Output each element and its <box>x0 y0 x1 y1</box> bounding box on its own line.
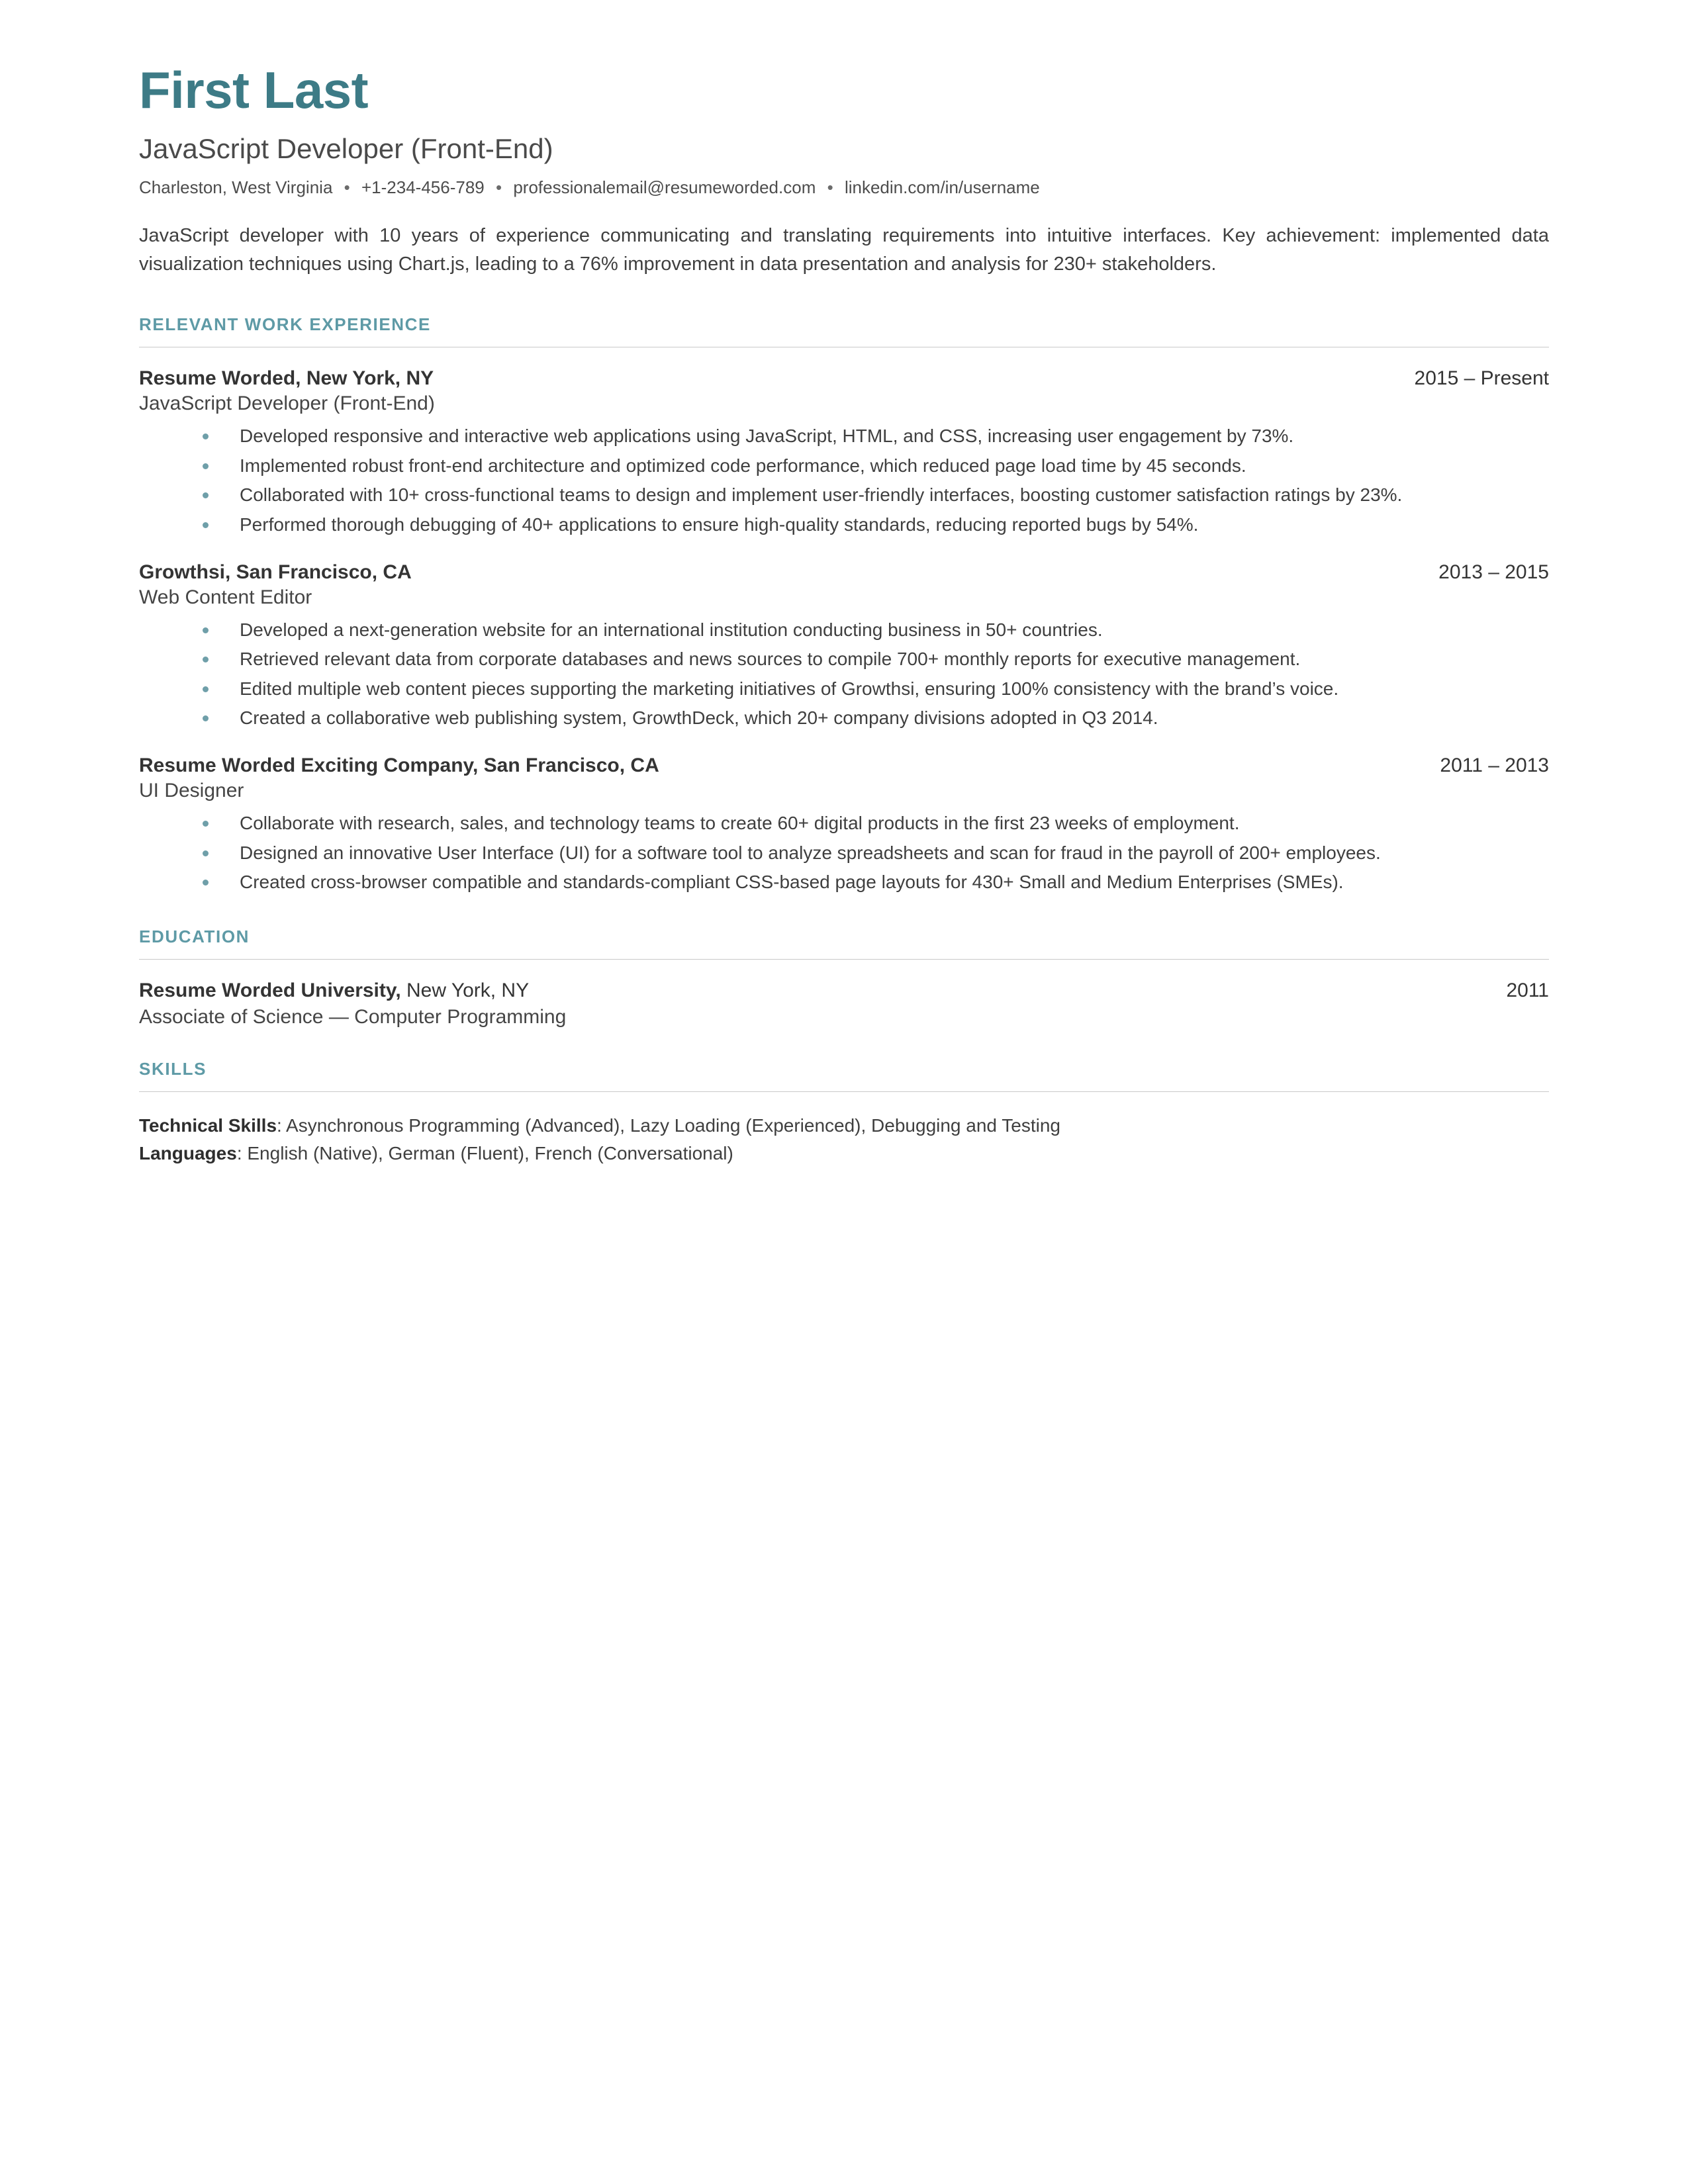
section-skills <box>139 1059 1549 1167</box>
experience-bullets <box>139 423 1549 538</box>
list-item: Collaborated with 10+ cross-functional teams to design and implement user-friendly interfaces, boosting customer satisfaction ratings by 23%. <box>203 482 1549 509</box>
summary-paragraph: JavaScript developer with 10 years of experience communicating and translating requirements into intuitive interfaces. Key achievement: implemented data visualization techniques using Chart.js, leading to a 76% improvement in data presentation and analysis for 230+ stakeholders. <box>139 225 1549 275</box>
contact-location: Charleston, West Virginia <box>139 177 333 198</box>
education-dates: 2011 <box>1506 979 1549 1001</box>
list-item: Designed an innovative User Interface (UI) for a software tool to analyze spreadsheets and scan for fraud in the payroll of 200+ employees. <box>203 840 1549 867</box>
divider-skills <box>139 1091 1549 1092</box>
experience-entry <box>139 367 1549 538</box>
skills-technical-value: : Asynchronous Programming (Advanced), Lazy Loading (Experienced), Debugging and Testing <box>277 1115 1060 1136</box>
section-heading-education: EDUCATION <box>139 926 250 946</box>
list-item: Developed responsive and interactive web applications using JavaScript, HTML, and CSS, increasing user engagement by 73%. <box>203 423 1549 450</box>
contact-phone: +1-234-456-789 <box>361 177 485 198</box>
section-experience <box>139 314 1549 896</box>
experience-entry <box>139 561 1549 732</box>
contact-linkedin[interactable]: linkedin.com/in/username <box>844 177 1040 198</box>
skills-technical-line <box>139 1112 1549 1140</box>
contact-separator-2: • <box>495 177 502 198</box>
section-heading-skills: SKILLS <box>139 1058 207 1079</box>
experience-dates: 2011 – 2013 <box>1440 754 1549 776</box>
list-item: Retrieved relevant data from corporate databases and news sources to compile 700+ monthly reports for executive management. <box>203 646 1549 673</box>
education-degree: Associate of Science — Computer Programming <box>139 1005 567 1028</box>
experience-dates: 2013 – 2015 <box>1438 561 1549 583</box>
experience-entry-header <box>139 367 1549 390</box>
contact-email[interactable]: professionalemail@resumeworded.com <box>513 177 816 198</box>
list-item: Collaborate with research, sales, and technology teams to create 60+ digital products in the first 23 weeks of employment. <box>203 810 1549 837</box>
experience-bullets <box>139 810 1549 896</box>
skills-languages-label: Languages <box>139 1142 237 1163</box>
list-item: Implemented robust front-end architecture and optimized code performance, which reduced page load time by 45 seconds. <box>203 453 1549 480</box>
section-education <box>139 927 1549 1028</box>
education-entry <box>139 979 1549 1028</box>
experience-role: Web Content Editor <box>139 586 312 608</box>
list-item: Created a collaborative web publishing system, GrowthDeck, which 20+ company divisions adopted in Q3 2014. <box>203 705 1549 732</box>
list-item: Created cross-browser compatible and standards-compliant CSS-based page layouts for 430+ Small and Medium Enterprises (SMEs). <box>203 869 1549 896</box>
skills-languages-line <box>139 1140 1549 1167</box>
experience-dates: 2015 – Present <box>1414 367 1549 390</box>
experience-entry <box>139 754 1549 896</box>
education-entry-header <box>139 979 1549 1002</box>
education-location: New York, NY <box>400 979 530 1001</box>
list-item: Performed thorough debugging of 40+ applications to ensure high-quality standards, reducing reported bugs by 54%. <box>203 512 1549 539</box>
experience-role: UI Designer <box>139 779 244 801</box>
contact-separator-1: • <box>344 177 350 198</box>
list-item: Developed a next-generation website for an international institution conducting business in 50+ countries. <box>203 617 1549 644</box>
experience-entry-header <box>139 754 1549 777</box>
list-item: Edited multiple web content pieces supporting the marketing initiatives of Growthsi, ensuring 100% consistency with the brand’s voice. <box>203 676 1549 703</box>
experience-organization: Resume Worded, New York, NY <box>139 367 434 390</box>
skills-technical-label: Technical Skills <box>139 1115 277 1136</box>
education-school-line <box>139 979 529 1002</box>
experience-role: JavaScript Developer (Front-End) <box>139 392 435 415</box>
experience-entry-header <box>139 561 1549 584</box>
divider-education <box>139 959 1549 960</box>
job-headline: JavaScript Developer (Front-End) <box>139 132 553 164</box>
experience-bullets <box>139 617 1549 732</box>
experience-organization: Resume Worded Exciting Company, San Francisco, CA <box>139 754 659 776</box>
contact-separator-3: • <box>827 177 833 198</box>
skills-languages-value: : English (Native), German (Fluent), French (Conversational) <box>236 1142 733 1163</box>
contact-line <box>139 176 1549 199</box>
education-school: Resume Worded University, <box>139 979 401 1001</box>
section-heading-experience: RELEVANT WORK EXPERIENCE <box>139 314 431 335</box>
experience-organization: Growthsi, San Francisco, CA <box>139 561 412 583</box>
page-title: First Last <box>139 61 369 119</box>
